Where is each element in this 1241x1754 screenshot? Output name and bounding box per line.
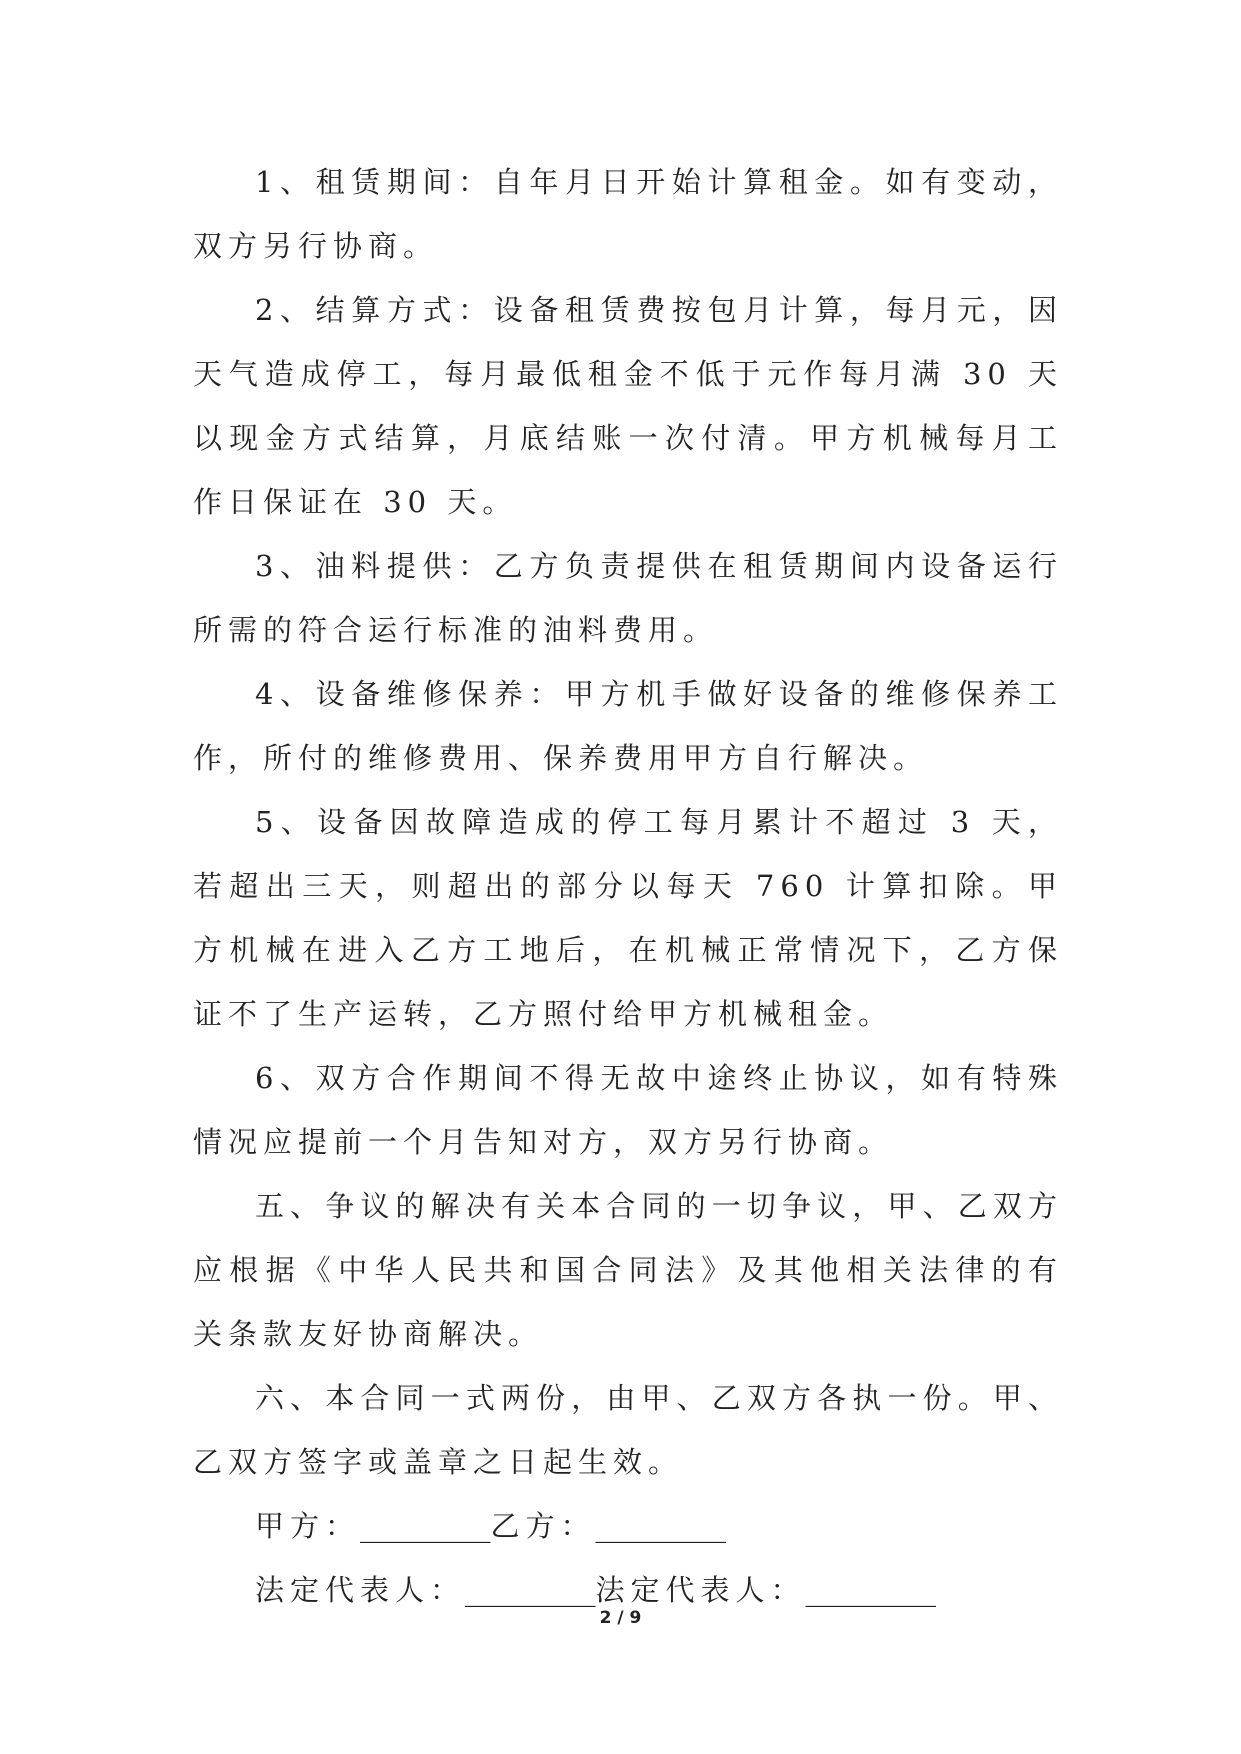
rep-b-label: 法定代表人： — [595, 1573, 806, 1607]
rep-b-blank: _________ — [805, 1573, 937, 1607]
party-a-blank: _________ — [360, 1509, 491, 1543]
page-number: 2 / 9 — [599, 1608, 642, 1628]
clause-dispute-resolution: 五、争议的解决有关本合同的一切争议，甲、乙双方应根据《中华人民共和国合同法》及其他相关法律的有关条款友好协商解决。 — [193, 1189, 1063, 1351]
clause-termination: 6、双方合作期间不得无故中途终止协议，如有特殊情况应提前一个月告知对方，双方另行协商。 — [193, 1061, 1063, 1159]
clause-maintenance: 4、设备维修保养：甲方机手做好设备的维修保养工作，所付的维修费用、保养费用甲方自行解决。 — [193, 677, 1063, 775]
rep-a-label: 法定代表人： — [255, 1573, 466, 1607]
clause-copies-effective: 六、本合同一式两份，由甲、乙双方各执一份。甲、乙双方签字或盖章之日起生效。 — [193, 1381, 1063, 1479]
party-b-label: 乙方： — [490, 1509, 596, 1543]
document-body — [193, 150, 1063, 1622]
clause-settlement-method: 2、结算方式：设备租赁费按包月计算，每月元，因天气造成停工，每月最低租金不低于元作每月满 30 天以现金方式结算，月底结账一次付清。甲方机械每月工作日保证在 30 天。 — [193, 293, 1063, 519]
party-signature-line — [193, 1494, 1063, 1558]
clause-breakdown: 5、设备因故障造成的停工每月累计不超过 3 天，若超出三天，则超出的部分以每天 760 计算扣除。甲方机械在进入乙方工地后，在机械正常情况下，乙方保证不了生产运转，乙方照付给甲方机械租金。 — [193, 805, 1063, 1031]
party-b-blank: _________ — [595, 1509, 727, 1543]
party-a-label: 甲方： — [255, 1509, 361, 1543]
rep-a-blank: _________ — [465, 1573, 596, 1607]
clause-rental-period: 1、租赁期间：自年月日开始计算租金。如有变动，双方另行协商。 — [193, 165, 1063, 263]
clause-fuel-supply: 3、油料提供：乙方负责提供在租赁期间内设备运行所需的符合运行标准的油料费用。 — [193, 549, 1063, 647]
